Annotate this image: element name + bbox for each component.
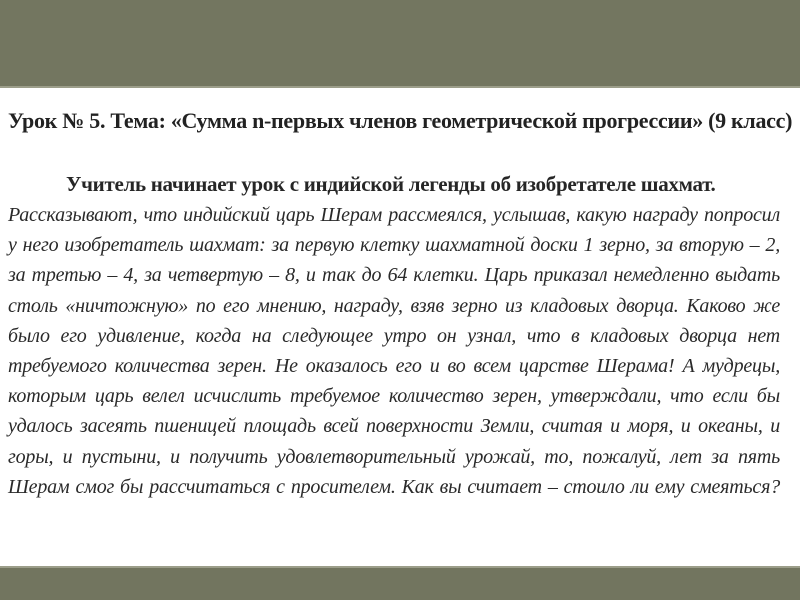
slide-bottom-band (0, 568, 800, 600)
paragraph-line: Рассказывают, что индийский царь Шерам рассмеялся, услышав, какую награду попросил (8, 204, 780, 226)
paragraph-line: столь «ничтожную» по его мнению, награду, взяв зерно из кладовых дворца. Каково же (8, 294, 780, 317)
legend-paragraph (8, 200, 780, 502)
paragraph-line: которым царь велел исчислить требуемое количество зерен, утверждали, что если бы (8, 385, 780, 408)
paragraph-line: у него изобретатель шахмат: за первую клетку шахматной доски 1 зерно, за вторую – 2, (8, 234, 780, 257)
paragraph-line: Шерам смог бы рассчитаться с просителем. Как вы считает – стоило ли ему смеяться? (8, 475, 780, 498)
lead-sentence: Учитель начинает урок с индийской легенды об изобретателе шахмат. (66, 172, 716, 196)
paragraph-line: было его удивление, когда на следующее утро он узнал, что в кладовых дворца нет (8, 324, 780, 347)
lesson-title: Урок № 5. Тема: «Сумма n-первых членов геометрической прогрессии» (9 класс) (8, 108, 793, 133)
paragraph-line: требуемого количества зерен. Не оказалось его и во всем царстве Шерама! А мудрецы, (8, 355, 780, 378)
slide-top-band (0, 0, 800, 88)
paragraph-line: горы, и пустыни, и получить удовлетворительный урожай, то, пожалуй, лет за пять (8, 445, 780, 468)
paragraph-line: удалось засеять пшеницей площадь всей поверхности Земли, считая и моря, и океаны, и (8, 415, 780, 438)
paragraph-line: за третью – 4, за четвертую – 8, и так до 64 клетки. Царь приказал немедленно выдать (8, 264, 780, 287)
document-image (0, 88, 800, 566)
